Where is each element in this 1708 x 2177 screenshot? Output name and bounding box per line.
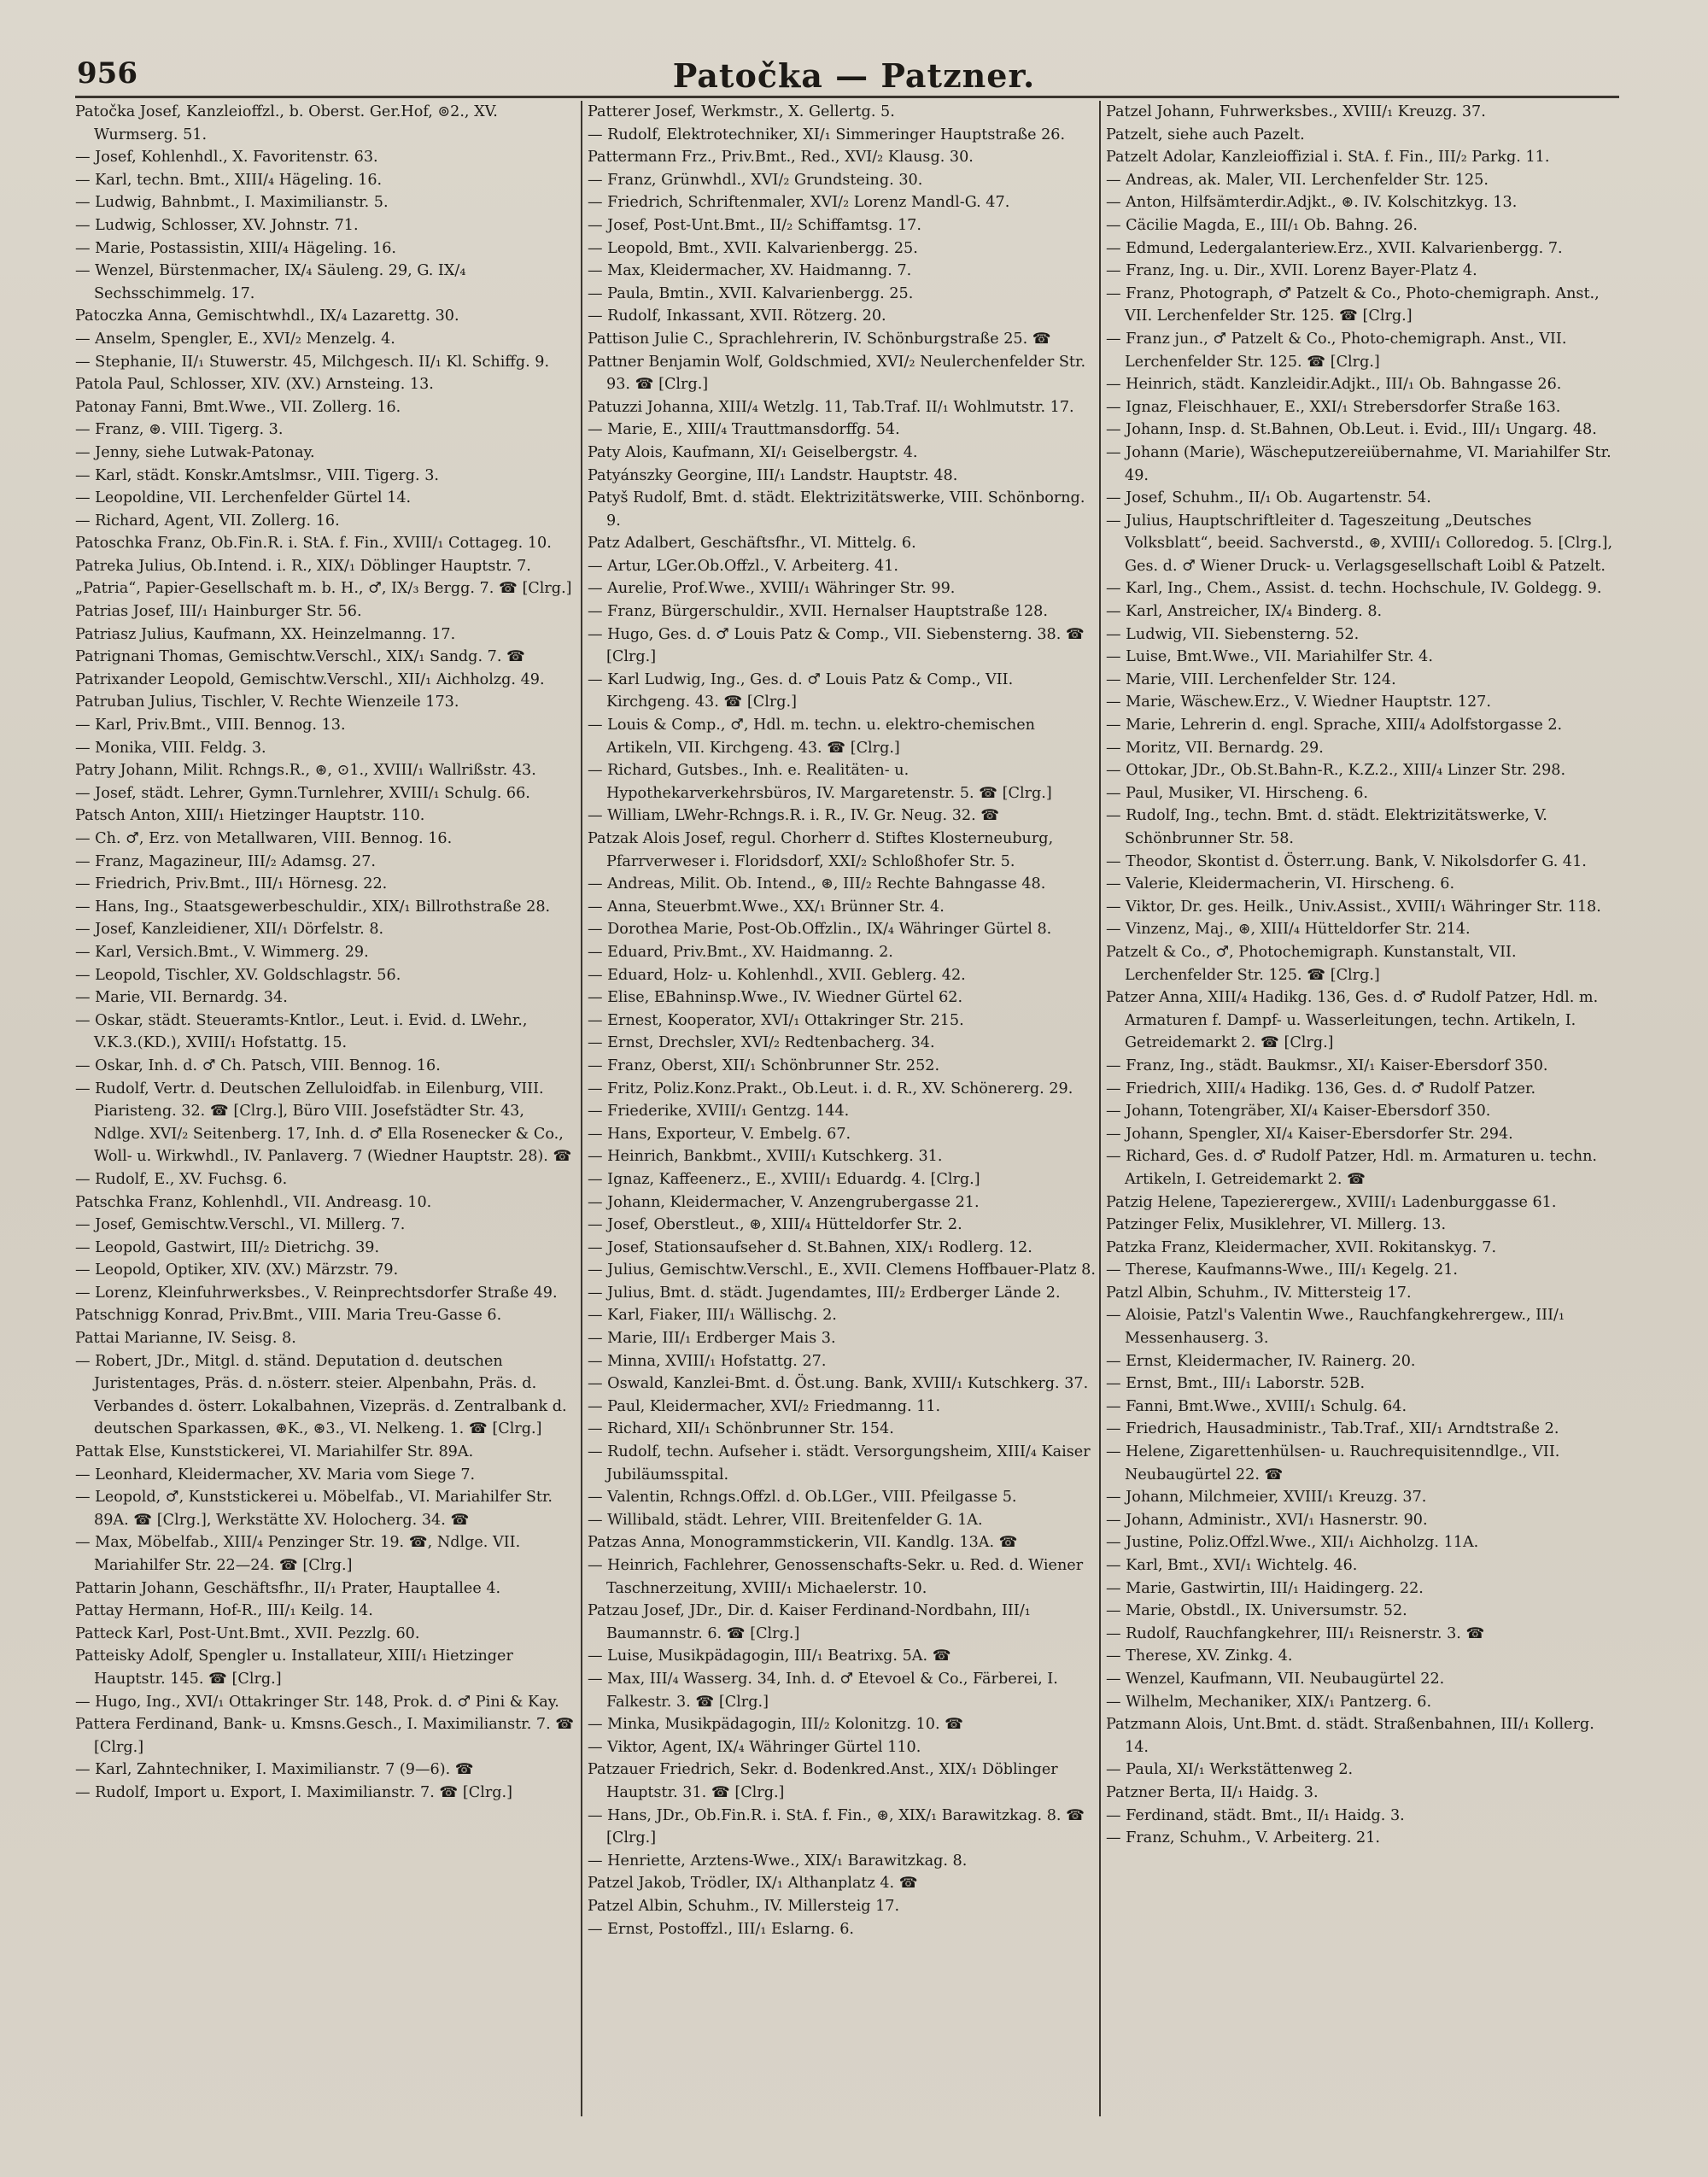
directory-entry: Patriasz Julius, Kaufmann, XX. Heinzelmanng. 17. xyxy=(75,625,456,643)
directory-entry: Patrignani Thomas, Gemischtw.Verschl., XIX/₁ Sandg. 7. ☎ xyxy=(75,648,525,666)
directory-entry: Patzauer Friedrich, Sekr. d. Bodenkred.Anst., XIX/₁ Döblinger Hauptstr. 31. ☎ [Clrg.] xyxy=(588,1761,1058,1801)
directory-entry: — Robert, JDr., Mitgl. d. ständ. Deputation d. deutschen Juristentages, Präs. d. n.österr. steier. Alpenbahn, Präs. d. Verbandes d. österr. Lokalbahnen, Vizepräs. d. Zentralbank d. deutschen Sparkassen, ⊛K., ⊛3., VI. Nelkeng. 1. ☎ [Clrg.] xyxy=(75,1352,567,1438)
directory-entry: — Ernst, Drechsler, XVI/₂ Redtenbacherg. 34. xyxy=(588,1034,935,1052)
directory-entry: — Paula, XI/₁ Werkstättenweg 2. xyxy=(1106,1761,1354,1779)
directory-entry: — Hans, Ing., Staatsgewerbeschuldir., XIX/₁ Billrothstraße 28. xyxy=(75,898,551,916)
directory-entry: Patsch Anton, XIII/₁ Hietzinger Hauptstr. 110. xyxy=(75,807,425,825)
directory-entry: — Minna, XVIII/₁ Hofstattg. 27. xyxy=(588,1352,827,1370)
directory-entry: — Louis & Comp., ♂, Hdl. m. techn. u. elektro-chemischen Artikeln, VII. Kirchgeng. 43. ☎ [Clrg.] xyxy=(588,717,1036,757)
directory-entry: — Hans, JDr., Ob.Fin.R. i. StA. f. Fin., ⊛, XIX/₁ Barawitzkag. 8. ☎ [Clrg.] xyxy=(588,1806,1085,1847)
directory-entry: — Johann (Marie), Wäscheputzereiübernahme, VI. Mariahilfer Str. 49. xyxy=(1106,443,1611,484)
directory-entry: — Richard, XII/₁ Schönbrunner Str. 154. xyxy=(588,1420,894,1438)
directory-entry: Pattermann Frz., Priv.Bmt., Red., XVI/₂ Klausg. 30. xyxy=(588,149,974,167)
directory-entry: — Ernst, Kleidermacher, IV. Rainerg. 20. xyxy=(1106,1352,1416,1370)
directory-entry: Patočka Josef, Kanzleioffzl., b. Oberst. Ger.Hof, ⊚2., XV. Wurmserg. 51. xyxy=(75,103,498,143)
directory-entry: — Hugo, Ges. d. ♂ Louis Patz & Comp., VII. Siebensterng. 38. ☎ [Clrg.] xyxy=(588,625,1085,666)
running-head: Patočka — Patzner. xyxy=(672,56,1036,95)
directory-entry: — Richard, Gutsbes., Inh. e. Realitäten- u. Hypothekarverkehrsbüros, IV. Margaretenstr. 5. ☎ [Clrg.] xyxy=(588,762,1052,802)
directory-entry: — Wenzel, Bürstenmacher, IX/₄ Säuleng. 29, G. IX/₄ Sechsschimmelg. 17. xyxy=(75,262,466,302)
directory-entry: — Josef, Kohlenhdl., X. Favoritenstr. 63. xyxy=(75,149,378,167)
directory-entry: — Marie, Wäschew.Erz., V. Wiedner Hauptstr. 127. xyxy=(1106,693,1491,711)
directory-entry: — Johann, Spengler, XI/₄ Kaiser-Ebersdorfer Str. 294. xyxy=(1106,1125,1513,1143)
directory-entry: — Josef, Schuhm., II/₁ Ob. Augartenstr. 54. xyxy=(1106,489,1431,507)
directory-entry: — Paula, Bmtin., XVII. Kalvarienbergg. 25. xyxy=(588,284,914,302)
directory-entry: Patreka Julius, Ob.Intend. i. R., XIX/₁ Döblinger Hauptstr. 7. xyxy=(75,557,531,575)
directory-entry: — Hugo, Ing., XVI/₁ Ottakringer Str. 148, Prok. d. ♂ Pini & Kay. xyxy=(75,1693,559,1711)
directory-entry: Pattai Marianne, IV. Seisg. 8. xyxy=(75,1330,296,1348)
directory-entry: — Ernst, Bmt., III/₁ Laborstr. 52B. xyxy=(1106,1375,1366,1393)
directory-entry: — Marie, E., XIII/₄ Trauttmansdorffg. 54. xyxy=(588,421,900,439)
directory-entry: — Jenny, siehe Lutwak-Patonay. xyxy=(75,443,315,461)
directory-entry: — Eduard, Priv.Bmt., XV. Haidmanng. 2. xyxy=(588,943,893,961)
directory-entry: — Rudolf, Rauchfangkehrer, III/₁ Reisnerstr. 3. ☎ xyxy=(1106,1624,1485,1642)
directory-entry: — Franz, Oberst, XII/₁ Schönbrunner Str. 252. xyxy=(588,1056,940,1074)
directory-entry: — Fanni, Bmt.Wwe., XVIII/₁ Schulg. 64. xyxy=(1106,1397,1407,1415)
directory-entry: Patuzzi Johanna, XIII/₄ Wetzlg. 11, Tab.Traf. II/₁ Wohlmutstr. 17. xyxy=(588,398,1074,416)
directory-entry: — Valerie, Kleidermacherin, VI. Hirscheng. 6. xyxy=(1106,875,1455,893)
directory-entry: — Rudolf, techn. Aufseher i. städt. Versorgungsheim, XIII/₄ Kaiser Jubiläumsspital. xyxy=(588,1443,1091,1484)
directory-entry: — Rudolf, Vertr. d. Deutschen Zelluloidfab. in Eilenburg, VIII. Piaristeng. 32. ☎ [Clrg.], Büro VIII. Josefstädter Str. 43, Ndlge. XVI/₂ Seitenberg. 17, Inh. d. ♂ Ella Rosenecker & Co., Woll- u. Wirkwhdl., IV. Panlaverg. 7 (Wiedner Hauptstr. 28). ☎ xyxy=(75,1080,572,1166)
directory-entry: — Aloisie, Patzl's Valentin Wwe., Rauchfangkehrergew., III/₁ Messenhauserg. 3. xyxy=(1106,1307,1565,1348)
directory-entry: — Friedrich, Hausadministr., Tab.Traf., XII/₁ Arndtstraße 2. xyxy=(1106,1420,1559,1438)
directory-entry: — Max, III/₄ Wasserg. 34, Inh. d. ♂ Etevoel & Co., Färberei, I. Falkestr. 3. ☎ [Clrg.] xyxy=(588,1670,1058,1711)
directory-entry: — Oskar, Inh. d. ♂ Ch. Patsch, VIII. Bennog. 16. xyxy=(75,1056,441,1074)
directory-entry: — Franz, Photograph, ♂ Patzelt & Co., Photo-chemigraph. Anst., VII. Lerchenfelder Str. 125. ☎ [Clrg.] xyxy=(1106,284,1600,325)
directory-entry: — Theodor, Skontist d. Österr.ung. Bank, V. Nikolsdorfer G. 41. xyxy=(1106,852,1587,870)
directory-entry: — Willibald, städt. Lehrer, VIII. Breitenfelder G. 1A. xyxy=(588,1511,983,1529)
directory-entry: — Cäcilie Magda, E., III/₁ Ob. Bahng. 26. xyxy=(1106,216,1418,234)
directory-entry: — Leopold, Gastwirt, III/₂ Dietrichg. 39. xyxy=(75,1238,380,1256)
directory-entry: — Leopold, Bmt., XVII. Kalvarienbergg. 25. xyxy=(588,239,918,257)
directory-entry: Pattak Else, Kunststickerei, VI. Mariahilfer Str. 89A. xyxy=(75,1443,474,1461)
directory-entry: — Karl, Bmt., XVI/₁ Wichtelg. 46. xyxy=(1106,1557,1358,1574)
directory-entry: — William, LWehr-Rchngs.R. i. R., IV. Gr. Neug. 32. ☎ xyxy=(588,807,1000,825)
directory-entry: — Karl, Versich.Bmt., V. Wimmerg. 29. xyxy=(75,943,369,961)
directory-entry: — Josef, Stationsaufseher d. St.Bahnen, XIX/₁ Rodlerg. 12. xyxy=(588,1238,1032,1256)
directory-entry: — Wilhelm, Mechaniker, XIX/₁ Pantzerg. 6. xyxy=(1106,1693,1432,1711)
directory-entry: — Leopold, ♂, Kunststickerei u. Möbelfab., VI. Mariahilfer Str. 89A. ☎ [Clrg.], Werkstätte XV. Holocherg. 34. ☎ xyxy=(75,1489,553,1529)
directory-entry: Patterer Josef, Werkmstr., X. Gellertg. 5. xyxy=(588,103,895,120)
directory-entry: — Richard, Ges. d. ♂ Rudolf Patzer, Hdl. m. Armaturen u. techn. Artikeln, I. Getreidemarkt 2. ☎ xyxy=(1106,1148,1598,1188)
directory-entry: — Julius, Bmt. d. städt. Jugendamtes, III/₂ Erdberger Lände 2. xyxy=(588,1284,1061,1302)
directory-entry: — Leopold, Optiker, XIV. (XV.) Märzstr. 79. xyxy=(75,1261,399,1279)
directory-entry: Patyš Rudolf, Bmt. d. städt. Elektrizitätswerke, VIII. Schönborng. 9. xyxy=(588,489,1085,530)
directory-entry: — Josef, Gemischtw.Verschl., VI. Millerg. 7. xyxy=(75,1216,406,1234)
directory-entry: Patrixander Leopold, Gemischtw.Verschl., XII/₁ Aichholzg. 49. xyxy=(75,670,545,688)
directory-entry: — Rudolf, Elektrotechniker, XI/₁ Simmeringer Hauptstraße 26. xyxy=(588,126,1066,143)
directory-entry: — Ottokar, JDr., Ob.St.Bahn-R., K.Z.2., XIII/₄ Linzer Str. 298. xyxy=(1106,762,1566,780)
directory-entry: — Johann, Totengräber, XI/₄ Kaiser-Ebersdorf 350. xyxy=(1106,1103,1491,1121)
directory-entry: — Aurelie, Prof.Wwe., XVIII/₁ Währinger Str. 99. xyxy=(588,580,956,598)
directory-entry: — Johann, Milchmeier, XVIII/₁ Kreuzg. 37. xyxy=(1106,1489,1427,1507)
directory-entry: — Johann, Administr., XVI/₁ Hasnerstr. 90. xyxy=(1106,1511,1428,1529)
directory-entry: — Franz, Schuhm., V. Arbeiterg. 21. xyxy=(1106,1829,1380,1847)
directory-entry: — Max, Möbelfab., XIII/₄ Penzinger Str. 19. ☎, Ndlge. VII. Mariahilfer Str. 22—24. ☎ [Clrg.] xyxy=(75,1534,521,1574)
directory-entry: — Rudolf, Inkassant, XVII. Rötzerg. 20. xyxy=(588,307,886,325)
directory-entry: — Josef, Oberstleut., ⊛, XIII/₄ Hütteldorfer Str. 2. xyxy=(588,1216,962,1234)
directory-entry: — Leopold, Tischler, XV. Goldschlagstr. 56. xyxy=(75,966,401,984)
directory-entry: — Marie, Postassistin, XIII/₄ Hägeling. 16. xyxy=(75,239,397,257)
directory-entry: — Marie, VIII. Lerchenfelder Str. 124. xyxy=(1106,670,1396,688)
directory-entry: Patzmann Alois, Unt.Bmt. d. städt. Straßenbahnen, III/₁ Kollerg. 14. xyxy=(1106,1716,1594,1756)
directory-entry: Pattner Benjamin Wolf, Goldschmied, XVI/₂ Neulerchenfelder Str. 93. ☎ [Clrg.] xyxy=(588,353,1086,394)
directory-entry: — Karl, Priv.Bmt., VIII. Bennog. 13. xyxy=(75,717,346,734)
directory-entry: Patzig Helene, Tapezierergew., XVIII/₁ Ladenburggasse 61. xyxy=(1106,1193,1557,1211)
directory-entry: — Ch. ♂, Erz. von Metallwaren, VIII. Bennog. 16. xyxy=(75,830,453,847)
directory-entry: Patzel Jakob, Trödler, IX/₁ Althanplatz 4. ☎ xyxy=(588,1875,918,1893)
directory-entry: — Marie, III/₁ Erdberger Mais 3. xyxy=(588,1330,836,1348)
directory-entry: — Lorenz, Kleinfuhrwerksbes., V. Reinprechtsdorfer Straße 49. xyxy=(75,1284,558,1302)
directory-entry: — Josef, städt. Lehrer, Gymn.Turnlehrer, XVIII/₁ Schulg. 66. xyxy=(75,784,530,802)
directory-entry: — Hans, Exporteur, V. Embelg. 67. xyxy=(588,1125,851,1143)
directory-entry: Patzau Josef, JDr., Dir. d. Kaiser Ferdinand-Nordbahn, III/₁ Baumannstr. 6. ☎ [Clrg.] xyxy=(588,1602,1031,1642)
directory-entry: — Ludwig, Bahnbmt., I. Maximilianstr. 5. xyxy=(75,194,389,212)
directory-entry: Pattay Hermann, Hof-R., III/₁ Keilg. 14. xyxy=(75,1602,373,1620)
directory-entry: — Heinrich, Fachlehrer, Genossenschafts-Sekr. u. Red. d. Wiener Taschnerzeitung, XVIII/₁ Michaelerstr. 10. xyxy=(588,1557,1084,1597)
directory-entry: — Ignaz, Kaffeenerz., E., XVIII/₁ Eduardg. 4. [Clrg.] xyxy=(588,1170,980,1188)
directory-entry: — Rudolf, Import u. Export, I. Maximilianstr. 7. ☎ [Clrg.] xyxy=(75,1783,512,1801)
directory-entry: — Vinzenz, Maj., ⊛, XIII/₄ Hütteldorfer Str. 214. xyxy=(1106,921,1471,939)
directory-entry: — Therese, XV. Zinkg. 4. xyxy=(1106,1647,1293,1665)
directory-entry: Paty Alois, Kaufmann, XI/₁ Geiselbergstr. 4. xyxy=(588,443,918,461)
directory-entry: — Karl, Fiaker, III/₁ Wällischg. 2. xyxy=(588,1307,837,1325)
directory-entry: — Johann, Insp. d. St.Bahnen, Ob.Leut. i. Evid., III/₁ Ungarg. 48. xyxy=(1106,421,1597,439)
directory-entry: „Patria“, Papier-Gesellschaft m. b. H., ♂, IX/₃ Bergg. 7. ☎ [Clrg.] xyxy=(75,580,572,598)
directory-entry: Patzel Johann, Fuhrwerksbes., XVIII/₁ Kreuzg. 37. xyxy=(1106,103,1486,120)
directory-entry: — Max, Kleidermacher, XV. Haidmanng. 7. xyxy=(588,262,912,280)
directory-entry: Patschka Franz, Kohlenhdl., VII. Andreasg. 10. xyxy=(75,1193,432,1211)
directory-entry: Patry Johann, Milit. Rchngs.R., ⊛, ⊙1., XVIII/₁ Wallrißstr. 43. xyxy=(75,762,536,780)
directory-entry: — Heinrich, städt. Kanzleidir.Adjkt., III/₁ Ob. Bahngasse 26. xyxy=(1106,376,1562,394)
directory-entry: Pattarin Johann, Geschäftsfhr., II/₁ Prater, Hauptallee 4. xyxy=(75,1579,501,1597)
column-divider-1 xyxy=(581,101,582,2116)
directory-entry: — Ludwig, VII. Siebensterng. 52. xyxy=(1106,625,1360,643)
directory-entry: — Friederike, XVIII/₁ Gentzg. 144. xyxy=(588,1103,850,1121)
directory-entry: Pattison Julie C., Sprachlehrerin, IV. Schönburgstraße 25. ☎ xyxy=(588,330,1051,348)
directory-entry: — Heinrich, Bankbmt., XVIII/₁ Kutschkerg. 31. xyxy=(588,1148,943,1166)
directory-entry: — Eduard, Holz- u. Kohlenhdl., XVII. Geblerg. 42. xyxy=(588,966,966,984)
directory-entry: — Julius, Hauptschriftleiter d. Tageszeitung „Deutsches Volksblatt“, beeid. Sachverstd., ⊛, XVIII/₁ Colloredog. 5. [Clrg.], Ges. d. ♂ Wiener Druck- u. Verlagsgesellschaft Loibl & Patzelt. xyxy=(1106,512,1613,575)
directory-entry: — Oskar, städt. Steueramts-Kntlor., Leut. i. Evid. d. LWehr., V.K.3.(KD.), XVIII/₁ Hofstattg. 15. xyxy=(75,1011,528,1052)
directory-entry: Patola Paul, Schlosser, XIV. (XV.) Arnsteing. 13. xyxy=(75,376,434,394)
directory-entry: — Josef, Post-Unt.Bmt., II/₂ Schiffamtsg. 17. xyxy=(588,216,921,234)
directory-entry: — Valentin, Rchngs.Offzl. d. Ob.LGer., VIII. Pfeilgasse 5. xyxy=(588,1489,1017,1507)
directory-entry: — Paul, Musiker, VI. Hirscheng. 6. xyxy=(1106,784,1369,802)
directory-entry: — Luise, Musikpädagogin, III/₁ Beatrixg. 5A. ☎ xyxy=(588,1647,951,1665)
directory-entry: — Anton, Hilfsämterdir.Adjkt., ⊛. IV. Kolschitzkyg. 13. xyxy=(1106,194,1518,212)
directory-entry: Pattera Ferdinand, Bank- u. Kmsns.Gesch., I. Maximilianstr. 7. ☎ [Clrg.] xyxy=(75,1716,575,1756)
directory-entry: — Friedrich, XIII/₄ Hadikg. 136, Ges. d. ♂ Rudolf Patzer. xyxy=(1106,1080,1536,1097)
directory-entry: — Karl, Ing., Chem., Assist. d. techn. Hochschule, IV. Goldegg. 9. xyxy=(1106,580,1602,598)
directory-entry: — Luise, Bmt.Wwe., VII. Mariahilfer Str. 4. xyxy=(1106,648,1433,666)
directory-entry: — Henriette, Arztens-Wwe., XIX/₁ Barawitzkag. 8. xyxy=(588,1852,968,1870)
directory-entry: — Franz jun., ♂ Patzelt & Co., Photo-chemigraph. Anst., VII. Lerchenfelder Str. 125. ☎ [Clrg.] xyxy=(1106,330,1567,371)
directory-entry: — Wenzel, Kaufmann, VII. Neubaugürtel 22. xyxy=(1106,1670,1445,1688)
directory-entry: Patzner Berta, II/₁ Haidg. 3. xyxy=(1106,1783,1319,1801)
directory-entry: — Johann, Kleidermacher, V. Anzengrubergasse 21. xyxy=(588,1193,980,1211)
directory-entry: — Friedrich, Schriftenmaler, XVI/₂ Lorenz Mandl-G. 47. xyxy=(588,194,1010,212)
directory-entry: — Paul, Kleidermacher, XVI/₂ Friedmanng. 11. xyxy=(588,1397,941,1415)
directory-entry: — Elise, EBahninsp.Wwe., IV. Wiedner Gürtel 62. xyxy=(588,989,963,1007)
directory-entry: — Leopoldine, VII. Lerchenfelder Gürtel 14. xyxy=(75,489,412,507)
column-3 xyxy=(1106,101,1618,2116)
directory-entry: — Andreas, Milit. Ob. Intend., ⊛, III/₂ Rechte Bahngasse 48. xyxy=(588,875,1046,893)
header-rule xyxy=(75,96,1619,98)
directory-entry: Patzelt, siehe auch Pazelt. xyxy=(1106,126,1305,143)
directory-entry: — Anselm, Spengler, E., XVI/₂ Menzelg. 4. xyxy=(75,330,395,348)
directory-entry: — Ferdinand, städt. Bmt., II/₁ Haidg. 3. xyxy=(1106,1806,1405,1824)
directory-entry: Patoschka Franz, Ob.Fin.R. i. StA. f. Fin., XVIII/₁ Cottageg. 10. xyxy=(75,535,552,553)
directory-entry: — Marie, Obstdl., IX. Universumstr. 52. xyxy=(1106,1602,1407,1620)
directory-entry: — Karl, Anstreicher, IX/₄ Binderg. 8. xyxy=(1106,603,1383,621)
directory-entry: — Karl, techn. Bmt., XIII/₄ Hägeling. 16. xyxy=(75,171,383,189)
directory-entry: Patzelt Adolar, Kanzleioffizial i. StA. f. Fin., III/₂ Parkg. 11. xyxy=(1106,149,1550,167)
directory-entry: Patyánszky Georgine, III/₁ Landstr. Hauptstr. 48. xyxy=(588,466,958,484)
directory-entry: — Rudolf, E., XV. Fuchsg. 6. xyxy=(75,1170,288,1188)
directory-entry: — Julius, Gemischtw.Verschl., E., XVII. Clemens Hoffbauer-Platz 8. xyxy=(588,1261,1096,1279)
directory-entry: — Josef, Kanzleidiener, XII/₁ Dörfelstr. 8. xyxy=(75,921,384,939)
directory-entry: — Franz, Bürgerschuldir., XVII. Hernalser Hauptstraße 128. xyxy=(588,603,1048,621)
directory-entry: — Justine, Poliz.Offzl.Wwe., XII/₁ Aichholzg. 11A. xyxy=(1106,1534,1479,1552)
directory-entry: — Viktor, Dr. ges. Heilk., Univ.Assist., XVIII/₁ Währinger Str. 118. xyxy=(1106,898,1601,916)
directory-entry: — Anna, Steuerbmt.Wwe., XX/₁ Brünner Str. 4. xyxy=(588,898,945,916)
directory-entry: — Franz, Ing. u. Dir., XVII. Lorenz Bayer-Platz 4. xyxy=(1106,262,1477,280)
directory-entry: — Marie, VII. Bernardg. 34. xyxy=(75,989,288,1007)
directory-entry: — Franz, Grünwhdl., XVI/₂ Grundsteing. 30. xyxy=(588,171,923,189)
directory-entry: Patteck Karl, Post-Unt.Bmt., XVII. Pezzlg. 60. xyxy=(75,1624,420,1642)
directory-entry: — Leonhard, Kleidermacher, XV. Maria vom Siege 7. xyxy=(75,1466,476,1484)
directory-entry: Patzel Albin, Schuhm., IV. Millersteig 17. xyxy=(588,1897,900,1915)
directory-entry: — Dorothea Marie, Post-Ob.Offzlin., IX/₄ Währinger Gürtel 8. xyxy=(588,921,1052,939)
directory-entry: Patzak Alois Josef, regul. Chorherr d. Stiftes Klosterneuburg, Pfarrverweser i. Floridsdorf, XXI/₂ Schloßhofer Str. 5. xyxy=(588,830,1054,870)
page-number: 956 xyxy=(77,56,137,91)
directory-entry: — Ernest, Kooperator, XVI/₁ Ottakringer Str. 215. xyxy=(588,1011,964,1029)
directory-entry: — Richard, Agent, VII. Zollerg. 16. xyxy=(75,512,340,530)
directory-entry: — Therese, Kaufmanns-Wwe., III/₁ Kegelg. 21. xyxy=(1106,1261,1459,1279)
directory-entry: — Friedrich, Priv.Bmt., III/₁ Hörnesg. 22. xyxy=(75,875,388,893)
directory-entry: — Karl Ludwig, Ing., Ges. d. ♂ Louis Patz & Comp., VII. Kirchgeng. 43. ☎ [Clrg.] xyxy=(588,670,1014,711)
directory-entry: — Helene, Zigarettenhülsen- u. Rauchrequisitenndlge., VII. Neubaugürtel 22. ☎ xyxy=(1106,1443,1560,1484)
directory-entry: — Stephanie, II/₁ Stuwerstr. 45, Milchgesch. II/₁ Kl. Schiffg. 9. xyxy=(75,353,550,371)
directory-entry: — Fritz, Poliz.Konz.Prakt., Ob.Leut. i. d. R., XV. Schönererg. 29. xyxy=(588,1080,1073,1097)
directory-entry: — Andreas, ak. Maler, VII. Lerchenfelder Str. 125. xyxy=(1106,171,1489,189)
column-2 xyxy=(588,101,1100,2116)
directory-entry: — Minka, Musikpädagogin, III/₂ Kolonitzg. 10. ☎ xyxy=(588,1716,964,1734)
directory-entry: — Franz, ⊛. VIII. Tigerg. 3. xyxy=(75,421,284,439)
directory-entry: — Monika, VIII. Feldg. 3. xyxy=(75,739,266,757)
directory-entry: — Rudolf, Ing., techn. Bmt. d. städt. Elektrizitätswerke, V. Schönbrunner Str. 58. xyxy=(1106,807,1547,847)
directory-entry: — Marie, Lehrerin d. engl. Sprache, XIII/₄ Adolfstorgasse 2. xyxy=(1106,717,1563,734)
directory-entry: — Marie, Gastwirtin, III/₁ Haidingerg. 22. xyxy=(1106,1579,1424,1597)
directory-entry: — Franz, Magazineur, III/₂ Adamsg. 27. xyxy=(75,852,376,870)
directory-entry: Patzinger Felix, Musiklehrer, VI. Millerg. 13. xyxy=(1106,1216,1447,1234)
directory-entry: Patschnigg Konrad, Priv.Bmt., VIII. Maria Treu-Gasse 6. xyxy=(75,1307,502,1325)
directory-entry: Patzer Anna, XIII/₄ Hadikg. 136, Ges. d. ♂ Rudolf Patzer, Hdl. m. Armaturen f. Dampf- u. Wasserleitungen, techn. Artikeln, I. Getreidemarkt 2. ☎ [Clrg.] xyxy=(1106,989,1599,1052)
directory-entry: Patrias Josef, III/₁ Hainburger Str. 56. xyxy=(75,603,362,621)
directory-entry: Patz Adalbert, Geschäftsfhr., VI. Mittelg. 6. xyxy=(588,535,916,553)
directory-entry: — Moritz, VII. Bernardg. 29. xyxy=(1106,739,1324,757)
directory-entry: — Oswald, Kanzlei-Bmt. d. Öst.ung. Bank, XVIII/₁ Kutschkerg. 37. xyxy=(588,1375,1089,1393)
directory-entry: Patteisky Adolf, Spengler u. Installateur, XIII/₁ Hietzinger Hauptstr. 145. ☎ [Clrg.] xyxy=(75,1647,513,1688)
column-1 xyxy=(75,101,575,2116)
directory-entry: — Ernst, Postoffzl., III/₁ Eslarng. 6. xyxy=(588,1920,855,1938)
directory-entry: — Ignaz, Fleischhauer, E., XXI/₁ Strebersdorfer Straße 163. xyxy=(1106,398,1561,416)
directory-entry: Patzas Anna, Monogrammstickerin, VII. Kandlg. 13A. ☎ xyxy=(588,1534,1018,1552)
directory-entry: — Edmund, Ledergalanteriew.Erz., XVII. Kalvarienbergg. 7. xyxy=(1106,239,1563,257)
page-header xyxy=(0,56,1708,99)
directory-entry: Patzelt & Co., ♂, Photochemigraph. Kunstanstalt, VII. Lerchenfelder Str. 125. ☎ [Clrg.] xyxy=(1106,943,1517,984)
directory-entry: Patzl Albin, Schuhm., IV. Mittersteig 17. xyxy=(1106,1284,1412,1302)
directory-entry: — Artur, LGer.Ob.Offzl., V. Arbeiterg. 41. xyxy=(588,557,899,575)
directory-entry: — Karl, Zahntechniker, I. Maximilianstr. 7 (9—6). ☎ xyxy=(75,1761,474,1779)
directory-entry: Patruban Julius, Tischler, V. Rechte Wienzeile 173. xyxy=(75,693,459,711)
directory-entry: Patzka Franz, Kleidermacher, XVII. Rokitanskyg. 7. xyxy=(1106,1238,1497,1256)
directory-entry: Patonay Fanni, Bmt.Wwe., VII. Zollerg. 16. xyxy=(75,398,401,416)
directory-entry: — Ludwig, Schlosser, XV. Johnstr. 71. xyxy=(75,216,359,234)
directory-entry: — Viktor, Agent, IX/₄ Währinger Gürtel 110. xyxy=(588,1738,921,1756)
directory-entry: Patoczka Anna, Gemischtwhdl., IX/₄ Lazarettg. 30. xyxy=(75,307,459,325)
directory-entry: — Franz, Ing., städt. Baukmsr., XI/₁ Kaiser-Ebersdorf 350. xyxy=(1106,1056,1548,1074)
directory-entry: — Karl, städt. Konskr.Amtslmsr., VIII. Tigerg. 3. xyxy=(75,466,440,484)
